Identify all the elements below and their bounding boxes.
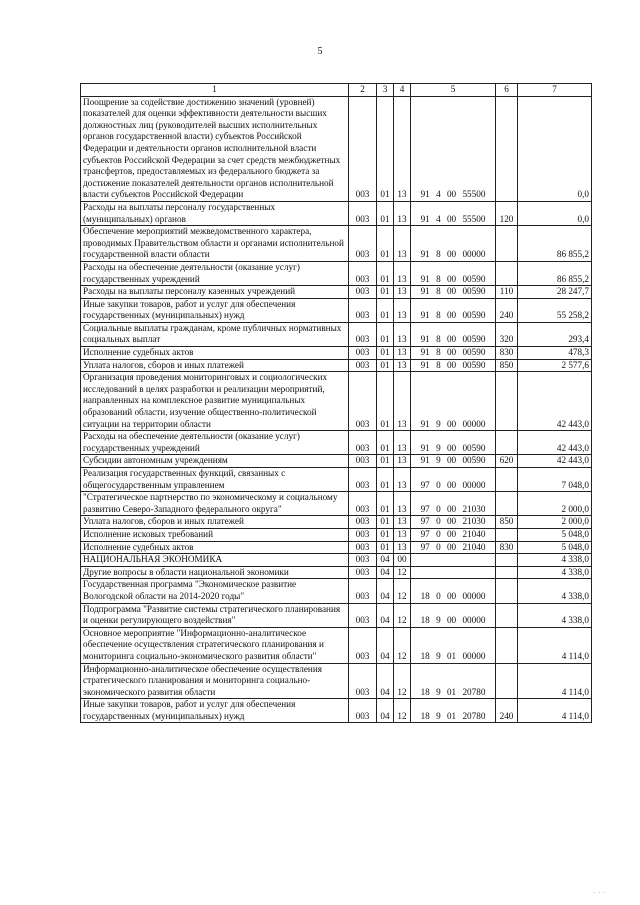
code-subsection-cell: 13 xyxy=(394,226,411,262)
code-admin-cell: 003 xyxy=(349,528,377,541)
amount-cell: 28 247,7 xyxy=(518,286,592,299)
code-admin-cell: 003 xyxy=(349,579,377,603)
code-section-cell: 01 xyxy=(377,528,394,541)
code-admin-cell: 003 xyxy=(349,516,377,529)
code-admin-cell: 003 xyxy=(349,261,377,285)
code-section-cell: 04 xyxy=(377,663,394,699)
row-name-cell: Иные закупки товаров, работ и услуг для обеспечения государственных (муниципальных) нужд xyxy=(81,699,349,723)
code-target-cell: 97 0 00 21030 xyxy=(411,516,496,529)
code-admin-cell: 003 xyxy=(349,226,377,262)
code-expense-type-cell xyxy=(496,554,518,567)
code-subsection-cell: 12 xyxy=(394,579,411,603)
code-subsection-cell: 12 xyxy=(394,603,411,627)
table-row xyxy=(81,431,592,455)
row-name-cell: Поощрение за содействие достижению значений (уровней) показателей для оценки эффективности деятельности высших должностных лиц (руководителей высших исполнительных органов государственной власти) субъектов Российской Федерации и деятельности органов исполнительной власти субъектов Российской Федерации за счет средств межбюджетных трансфертов, предоставляемых из федерального бюджета за достижение показателей деятельности органов исполнительной власти субъектов Российской Федерации xyxy=(81,96,349,201)
table-row xyxy=(81,663,592,699)
code-expense-type-cell xyxy=(496,96,518,201)
code-target-cell: 91 8 00 00590 xyxy=(411,359,496,372)
amount-cell: 55 258,2 xyxy=(518,298,592,322)
code-section-cell: 01 xyxy=(377,359,394,372)
row-name-cell: Расходы на обеспечение деятельности (оказание услуг) государственных учреждений xyxy=(81,431,349,455)
table-row xyxy=(81,201,592,225)
code-target-cell: 91 8 00 00590 xyxy=(411,298,496,322)
code-admin-cell: 003 xyxy=(349,627,377,663)
code-section-cell: 01 xyxy=(377,468,394,492)
amount-cell: 0,0 xyxy=(518,96,592,201)
code-section-cell: 01 xyxy=(377,261,394,285)
code-target-cell xyxy=(411,566,496,579)
code-expense-type-cell xyxy=(496,226,518,262)
table-row xyxy=(81,322,592,346)
header-cell: 4 xyxy=(394,84,411,97)
row-name-cell: Иные закупки товаров, работ и услуг для обеспечения государственных (муниципальных) нужд xyxy=(81,298,349,322)
row-name-cell: Исполнение судебных актов xyxy=(81,541,349,554)
code-subsection-cell: 13 xyxy=(394,468,411,492)
code-admin-cell: 003 xyxy=(349,322,377,346)
code-target-cell: 18 0 00 00000 xyxy=(411,579,496,603)
table-row xyxy=(81,455,592,468)
code-expense-type-cell xyxy=(496,603,518,627)
amount-cell: 4 338,0 xyxy=(518,603,592,627)
row-name-cell: Расходы на выплаты персоналу казенных учреждений xyxy=(81,286,349,299)
row-name-cell: Обеспечение мероприятий межведомственного характера, проводимых Правительством области и органами исполнительной государственной власти области xyxy=(81,226,349,262)
table-row xyxy=(81,554,592,567)
amount-cell: 2 000,0 xyxy=(518,492,592,516)
table-row xyxy=(81,541,592,554)
code-expense-type-cell: 830 xyxy=(496,347,518,360)
table-row xyxy=(81,359,592,372)
table-row xyxy=(81,347,592,360)
code-target-cell: 97 0 00 21030 xyxy=(411,492,496,516)
row-name-cell: Уплата налогов, сборов и иных платежей xyxy=(81,516,349,529)
code-expense-type-cell xyxy=(496,468,518,492)
code-subsection-cell: 13 xyxy=(394,96,411,201)
row-name-cell: Расходы на выплаты персоналу государственных (муниципальных) органов xyxy=(81,201,349,225)
amount-cell: 86 855,2 xyxy=(518,261,592,285)
code-expense-type-cell: 850 xyxy=(496,516,518,529)
code-admin-cell: 003 xyxy=(349,541,377,554)
code-target-cell: 91 9 00 00590 xyxy=(411,455,496,468)
code-target-cell: 91 8 00 00590 xyxy=(411,286,496,299)
code-admin-cell: 003 xyxy=(349,347,377,360)
code-subsection-cell: 13 xyxy=(394,431,411,455)
header-cell: 3 xyxy=(377,84,394,97)
code-subsection-cell: 12 xyxy=(394,566,411,579)
code-admin-cell: 003 xyxy=(349,566,377,579)
code-expense-type-cell: 110 xyxy=(496,286,518,299)
row-name-cell: Исполнение исковых требований xyxy=(81,528,349,541)
header-cell: 5 xyxy=(411,84,496,97)
code-subsection-cell: 13 xyxy=(394,516,411,529)
code-target-cell xyxy=(411,554,496,567)
amount-cell: 478,3 xyxy=(518,347,592,360)
row-name-cell: Основное мероприятие "Информационно-аналитическое обеспечение осуществления стратегического планирования и мониторинга социально-экономического развития области" xyxy=(81,627,349,663)
amount-cell: 7 048,0 xyxy=(518,468,592,492)
table-row xyxy=(81,579,592,603)
table-row xyxy=(81,603,592,627)
table-row xyxy=(81,699,592,723)
code-section-cell: 04 xyxy=(377,554,394,567)
code-expense-type-cell xyxy=(496,579,518,603)
amount-cell: 4 114,0 xyxy=(518,699,592,723)
code-section-cell: 04 xyxy=(377,579,394,603)
code-expense-type-cell xyxy=(496,528,518,541)
code-section-cell: 01 xyxy=(377,347,394,360)
table-header-row xyxy=(81,84,592,97)
table-row xyxy=(81,627,592,663)
amount-cell: 2 000,0 xyxy=(518,516,592,529)
table-row xyxy=(81,492,592,516)
amount-cell: 293,4 xyxy=(518,322,592,346)
row-name-cell: "Стратегическое партнерство по экономическому и социальному развитию Северо-Западного федерального округа" xyxy=(81,492,349,516)
code-target-cell: 97 0 00 21040 xyxy=(411,541,496,554)
amount-cell: 42 443,0 xyxy=(518,372,592,431)
code-expense-type-cell: 830 xyxy=(496,541,518,554)
code-expense-type-cell xyxy=(496,261,518,285)
code-subsection-cell: 13 xyxy=(394,528,411,541)
code-admin-cell: 003 xyxy=(349,372,377,431)
code-section-cell: 01 xyxy=(377,455,394,468)
code-admin-cell: 003 xyxy=(349,286,377,299)
code-section-cell: 01 xyxy=(377,201,394,225)
code-target-cell: 97 0 00 21040 xyxy=(411,528,496,541)
header-cell: 6 xyxy=(496,84,518,97)
amount-cell: 5 048,0 xyxy=(518,541,592,554)
table-row xyxy=(81,298,592,322)
code-target-cell: 91 8 00 00590 xyxy=(411,261,496,285)
code-subsection-cell: 13 xyxy=(394,541,411,554)
code-subsection-cell: 13 xyxy=(394,359,411,372)
code-expense-type-cell: 620 xyxy=(496,455,518,468)
code-subsection-cell: 13 xyxy=(394,455,411,468)
code-target-cell: 91 4 00 55500 xyxy=(411,96,496,201)
code-admin-cell: 003 xyxy=(349,699,377,723)
code-section-cell: 01 xyxy=(377,492,394,516)
code-section-cell: 01 xyxy=(377,516,394,529)
code-expense-type-cell xyxy=(496,492,518,516)
header-cell: 1 xyxy=(81,84,349,97)
code-target-cell: 91 4 00 55500 xyxy=(411,201,496,225)
row-name-cell: Расходы на обеспечение деятельности (оказание услуг) государственных учреждений xyxy=(81,261,349,285)
code-section-cell: 04 xyxy=(377,699,394,723)
row-name-cell: НАЦИОНАЛЬНАЯ ЭКОНОМИКА xyxy=(81,554,349,567)
table-row xyxy=(81,286,592,299)
table-row xyxy=(81,528,592,541)
code-section-cell: 01 xyxy=(377,431,394,455)
code-admin-cell: 003 xyxy=(349,663,377,699)
code-subsection-cell: 13 xyxy=(394,298,411,322)
code-subsection-cell: 13 xyxy=(394,286,411,299)
row-name-cell: Социальные выплаты гражданам, кроме публичных нормативных социальных выплат xyxy=(81,322,349,346)
code-admin-cell: 003 xyxy=(349,431,377,455)
code-expense-type-cell: 850 xyxy=(496,359,518,372)
code-expense-type-cell: 320 xyxy=(496,322,518,346)
table-row xyxy=(81,468,592,492)
code-subsection-cell: 13 xyxy=(394,261,411,285)
table-row xyxy=(81,516,592,529)
code-target-cell: 97 0 00 00000 xyxy=(411,468,496,492)
amount-cell: 2 577,6 xyxy=(518,359,592,372)
code-expense-type-cell: 120 xyxy=(496,201,518,225)
code-section-cell: 04 xyxy=(377,566,394,579)
row-name-cell: Реализация государственных функций, связанных с общегосударственным управлением xyxy=(81,468,349,492)
code-subsection-cell: 12 xyxy=(394,699,411,723)
code-expense-type-cell xyxy=(496,663,518,699)
code-section-cell: 04 xyxy=(377,603,394,627)
row-name-cell: Субсидии автономным учреждениям xyxy=(81,455,349,468)
amount-cell: 4 114,0 xyxy=(518,663,592,699)
row-name-cell: Исполнение судебных актов xyxy=(81,347,349,360)
code-admin-cell: 003 xyxy=(349,359,377,372)
code-target-cell: 91 9 00 00590 xyxy=(411,431,496,455)
code-admin-cell: 003 xyxy=(349,298,377,322)
row-name-cell: Уплата налогов, сборов и иных платежей xyxy=(81,359,349,372)
code-subsection-cell: 12 xyxy=(394,627,411,663)
header-cell: 2 xyxy=(349,84,377,97)
header-cell: 7 xyxy=(518,84,592,97)
page-number: 5 xyxy=(317,46,323,57)
code-section-cell: 04 xyxy=(377,627,394,663)
row-name-cell: Информационно-аналитическое обеспечение осуществления стратегического планирования и мониторинга социально-экономического развития области xyxy=(81,663,349,699)
code-subsection-cell: 13 xyxy=(394,347,411,360)
code-expense-type-cell xyxy=(496,431,518,455)
code-admin-cell: 003 xyxy=(349,455,377,468)
code-section-cell: 01 xyxy=(377,96,394,201)
amount-cell: 86 855,2 xyxy=(518,226,592,262)
row-name-cell: Государственная программа "Экономическое развитие Вологодской области на 2014-2020 годы" xyxy=(81,579,349,603)
code-expense-type-cell xyxy=(496,372,518,431)
code-target-cell: 18 9 01 00000 xyxy=(411,627,496,663)
code-target-cell: 18 9 01 20780 xyxy=(411,699,496,723)
code-subsection-cell: 13 xyxy=(394,372,411,431)
table-row xyxy=(81,226,592,262)
amount-cell: 4 114,0 xyxy=(518,627,592,663)
row-name-cell: Другие вопросы в области национальной экономики xyxy=(81,566,349,579)
code-target-cell: 91 8 00 00000 xyxy=(411,226,496,262)
table-row xyxy=(81,566,592,579)
code-admin-cell: 003 xyxy=(349,603,377,627)
code-section-cell: 01 xyxy=(377,322,394,346)
code-admin-cell: 003 xyxy=(349,201,377,225)
code-admin-cell: 003 xyxy=(349,96,377,201)
code-target-cell: 91 9 00 00000 xyxy=(411,372,496,431)
code-section-cell: 01 xyxy=(377,226,394,262)
table-row xyxy=(81,261,592,285)
code-subsection-cell: 13 xyxy=(394,322,411,346)
amount-cell: 42 443,0 xyxy=(518,455,592,468)
code-expense-type-cell: 240 xyxy=(496,298,518,322)
code-expense-type-cell xyxy=(496,627,518,663)
code-expense-type-cell xyxy=(496,566,518,579)
budget-table xyxy=(80,83,592,723)
amount-cell: 42 443,0 xyxy=(518,431,592,455)
code-section-cell: 01 xyxy=(377,286,394,299)
amount-cell: 4 338,0 xyxy=(518,579,592,603)
code-target-cell: 91 8 00 00590 xyxy=(411,347,496,360)
amount-cell: 0,0 xyxy=(518,201,592,225)
row-name-cell: Организация проведения мониторинговых и социологических исследований в целях разработки и реализации мероприятий, направленных на комплексное развитие муниципальных образований области, изучение общественно-политической ситуации на территории области xyxy=(81,372,349,431)
amount-cell: 4 338,0 xyxy=(518,554,592,567)
code-admin-cell: 003 xyxy=(349,554,377,567)
code-target-cell: 91 8 00 00590 xyxy=(411,322,496,346)
code-section-cell: 01 xyxy=(377,372,394,431)
row-name-cell: Подпрограмма "Развитие системы стратегического планирования и оценки регулирующего воздействия" xyxy=(81,603,349,627)
code-subsection-cell: 12 xyxy=(394,663,411,699)
amount-cell: 4 338,0 xyxy=(518,566,592,579)
amount-cell: 5 048,0 xyxy=(518,528,592,541)
code-target-cell: 18 9 01 20780 xyxy=(411,663,496,699)
code-subsection-cell: 13 xyxy=(394,492,411,516)
code-subsection-cell: 00 xyxy=(394,554,411,567)
code-subsection-cell: 13 xyxy=(394,201,411,225)
scan-mark: . . . xyxy=(593,889,606,895)
table-row xyxy=(81,96,592,201)
code-admin-cell: 003 xyxy=(349,468,377,492)
code-admin-cell: 003 xyxy=(349,492,377,516)
code-section-cell: 01 xyxy=(377,298,394,322)
table-row xyxy=(81,372,592,431)
code-section-cell: 01 xyxy=(377,541,394,554)
code-target-cell: 18 9 00 00000 xyxy=(411,603,496,627)
code-expense-type-cell: 240 xyxy=(496,699,518,723)
